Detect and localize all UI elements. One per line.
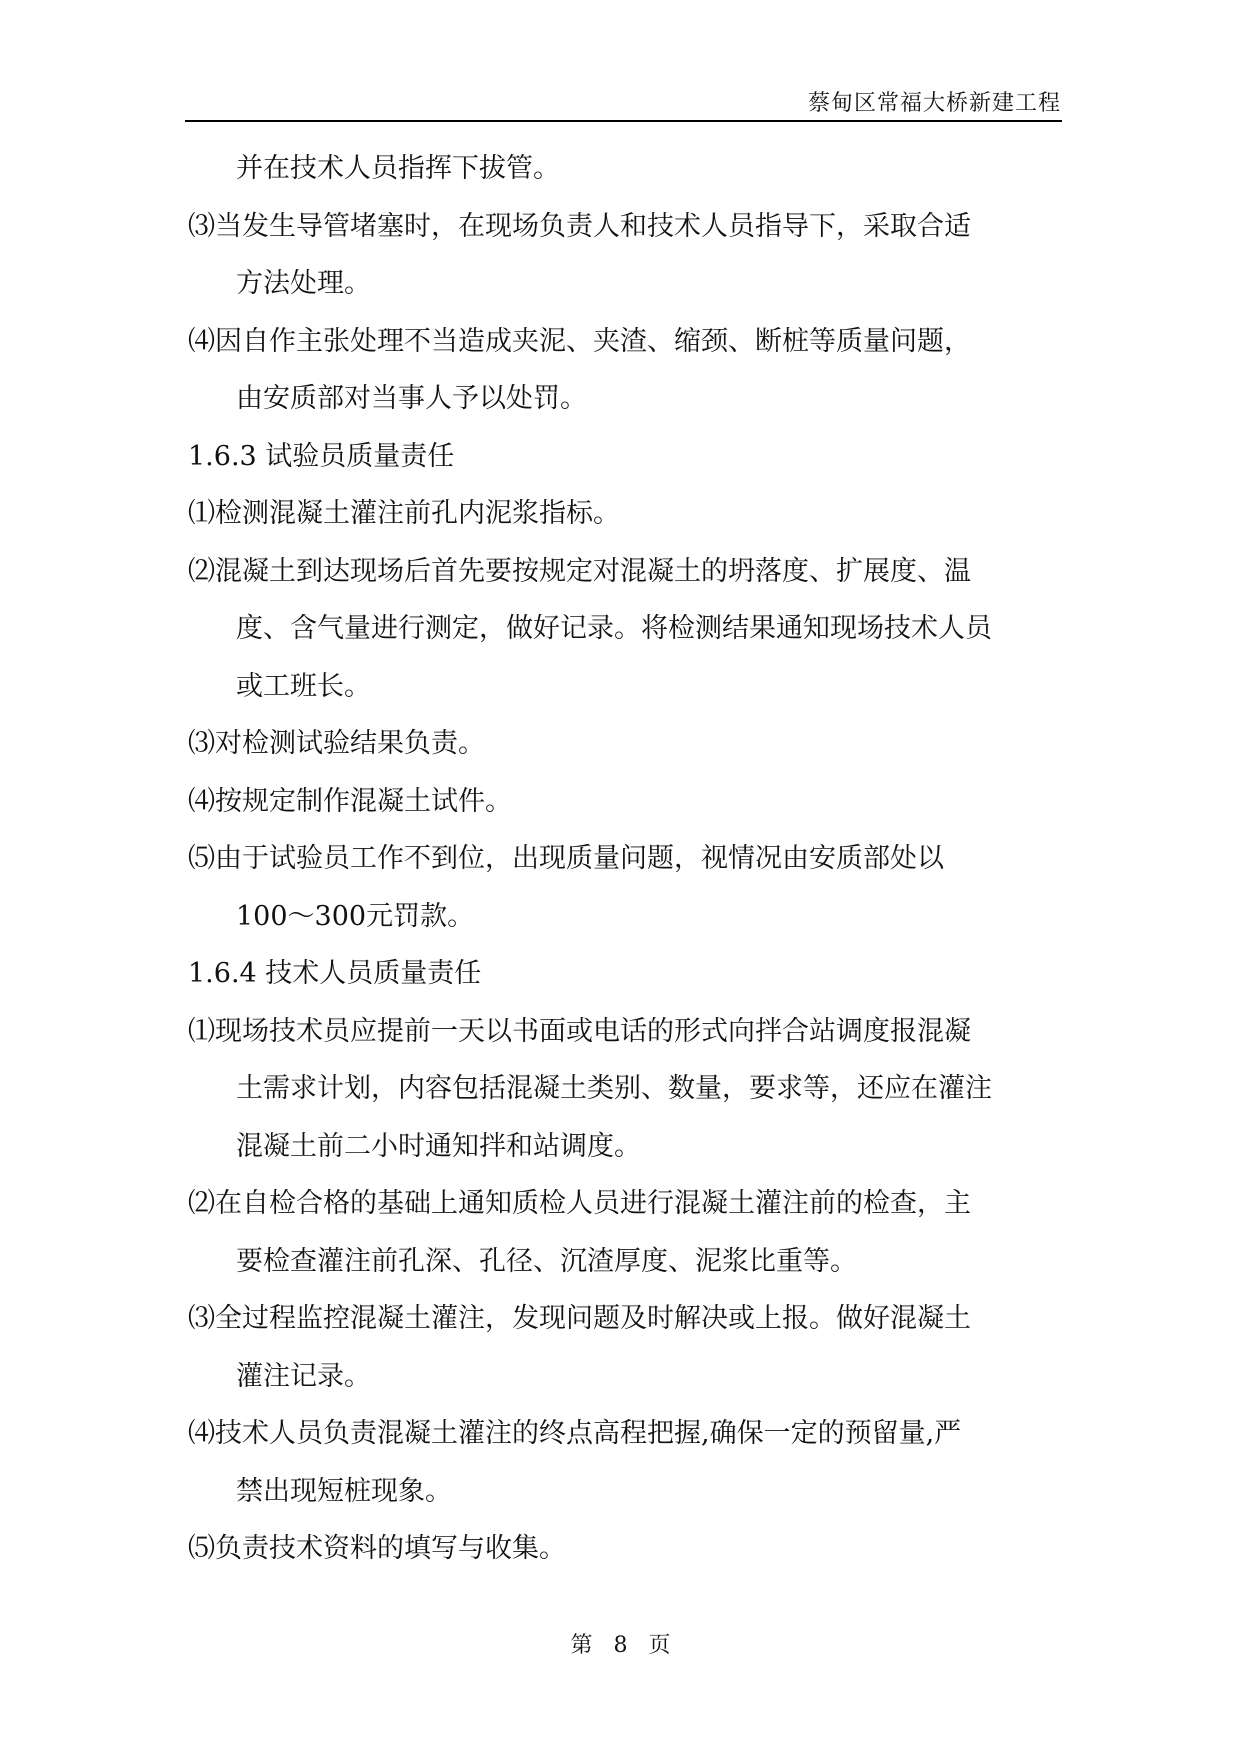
text-line: 方法处理。 <box>236 268 371 299</box>
document-body <box>188 140 1068 1578</box>
header-divider <box>185 120 1062 122</box>
text-line: ⑶当发生导管堵塞时，在现场负责人和技术人员指导下，采取合适 <box>188 210 971 242</box>
text-line: ⑸负责技术资料的填写与收集。 <box>188 1533 566 1564</box>
text-line: ⑷按规定制作混凝土试件。 <box>188 785 512 817</box>
text-line: 由安质部对当事人予以处罚。 <box>236 383 587 414</box>
text-line: 混凝土前二小时通知拌和站调度。 <box>236 1130 641 1162</box>
text-line: ⑷因自作主张处理不当造成夹泥、夹渣、缩颈、断桩等质量问题， <box>188 325 971 357</box>
text-line: ⑵在自检合格的基础上通知质检人员进行混凝土灌注前的检查，主 <box>188 1188 971 1219</box>
text-line: 1.6.3 试验员质量责任 <box>188 440 455 472</box>
text-line: ⑵混凝土到达现场后首先要按规定对混凝土的坍落度、扩展度、温 <box>188 555 971 587</box>
text-line: ⑴现场技术员应提前一天以书面或电话的形式向拌合站调度报混凝 <box>188 1015 971 1047</box>
text-line: 度、含气量进行测定，做好记录。将检测结果通知现场技术人员 <box>236 613 992 644</box>
text-line: 灌注记录。 <box>236 1360 371 1392</box>
text-line: 100～300元罚款。 <box>236 900 475 932</box>
text-line: ⑸由于试验员工作不到位，出现质量问题，视情况由安质部处以 <box>188 843 944 874</box>
header-title: 蔡甸区常福大桥新建工程 <box>807 91 1061 116</box>
text-line: 并在技术人员指挥下拔管。 <box>236 153 560 184</box>
text-line: 禁出现短桩现象。 <box>236 1475 452 1507</box>
text-line: 要检查灌注前孔深、孔径、沉渣厚度、泥浆比重等。 <box>236 1245 857 1277</box>
page-number: 第 8 页 <box>570 1633 671 1658</box>
text-line: 1.6.4 技术人员质量责任 <box>188 958 482 989</box>
text-line: 或工班长。 <box>236 670 371 702</box>
text-line: ⑶全过程监控混凝土灌注，发现问题及时解决或上报。做好混凝土 <box>188 1303 971 1334</box>
text-line: ⑴检测混凝土灌注前孔内泥浆指标。 <box>188 498 620 529</box>
text-line: ⑷技术人员负责混凝土灌注的终点高程把握,确保一定的预留量,严 <box>188 1418 962 1449</box>
text-line: ⑶对检测试验结果负责。 <box>188 728 485 759</box>
text-line: 土需求计划，内容包括混凝土类别、数量，要求等，还应在灌注 <box>236 1073 992 1104</box>
